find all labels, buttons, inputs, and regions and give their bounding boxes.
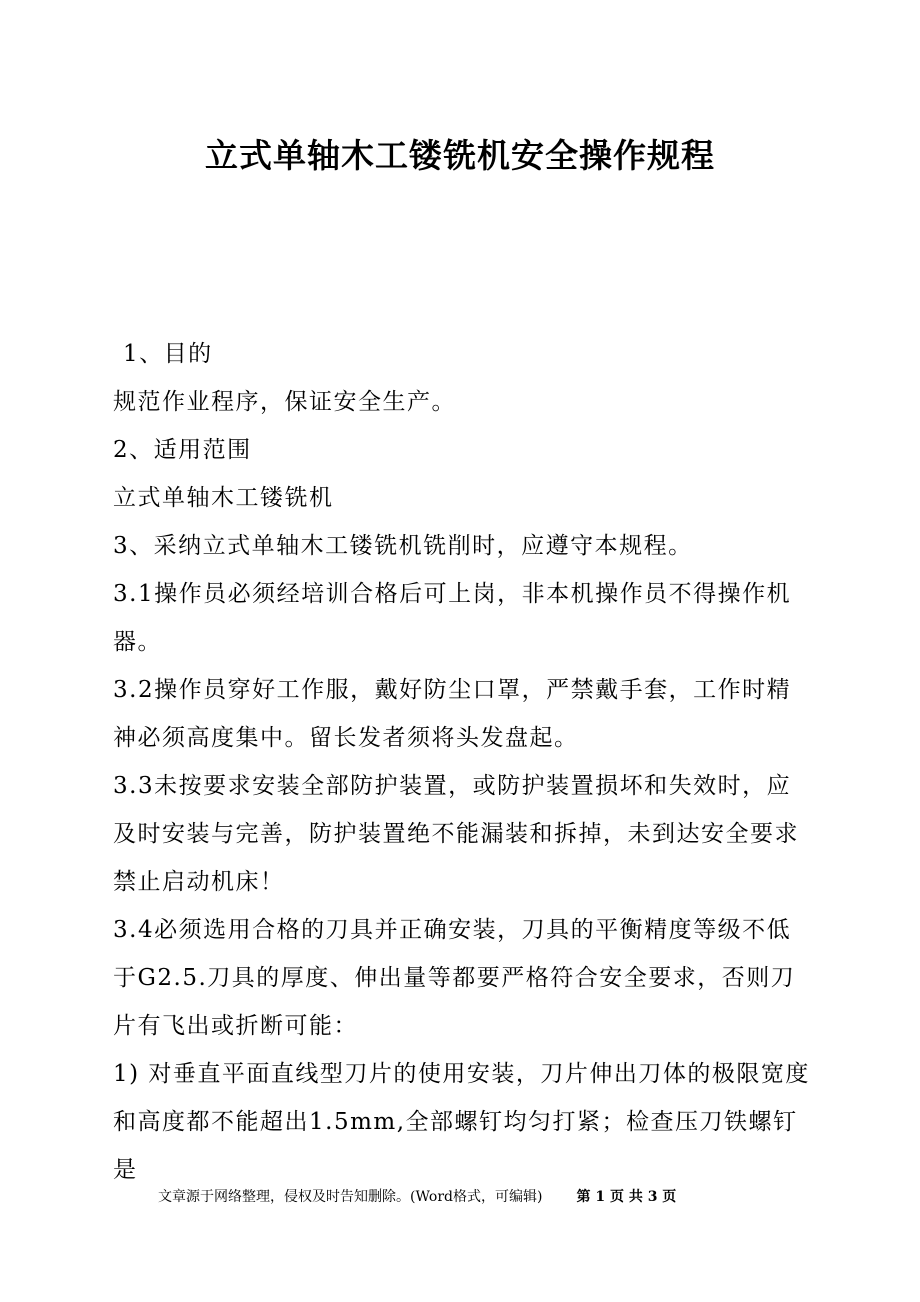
rule-3-3: 3.3未按要求安装全部防护装置，或防护装置损坏和失效时，应及时安装与完善，防护装置绝不能漏装和拆掉，未到达安全要求禁止启动机床！: [113, 773, 799, 895]
footer-note: 文章源于网络整理，侵权及时告知删除。(Word格式，可编辑): [158, 1189, 543, 1205]
rule-3-1: 3.1操作员必须经培训合格后可上岗，非本机操作员不得操作机器。: [113, 581, 792, 655]
rule-3-2: 3.2操作员穿好工作服，戴好防尘口罩，严禁戴手套，工作时精神必须高度集中。留长发者须将头发盘起。: [113, 677, 792, 751]
rule-3-4: 3.4必须选用合格的刀具并正确安装，刀具的平衡精度等级不低于G2.5.刀具的厚度、伸出量等都要严格符合安全要求，否则刀片有飞出或折断可能：: [113, 917, 796, 1039]
document-title: 立式单轴木工镂铣机安全操作规程: [205, 136, 715, 175]
section-heading-rules: 3、采纳立式单轴木工镂铣机铣削时，应遵守本规程。: [113, 533, 693, 559]
page-number: 第 1 页 共 3 页: [576, 1189, 677, 1205]
paragraph-scope: 立式单轴木工镂铣机: [113, 485, 334, 511]
section-heading-purpose: 1、目的: [123, 341, 213, 367]
rule-3-4-item-1: 1) 对垂直平面直线型刀片的使用安装，刀片伸出刀体的极限宽度和高度都不能超出1.5mm,全部螺钉均匀打紧；检查压刀铁螺钉是: [113, 1061, 810, 1183]
paragraph-purpose: 规范作业程序，保证安全生产。: [113, 389, 456, 415]
section-heading-scope: 2、适用范围: [113, 437, 252, 463]
page-footer: [158, 1185, 778, 1209]
document-body: [113, 330, 813, 1194]
